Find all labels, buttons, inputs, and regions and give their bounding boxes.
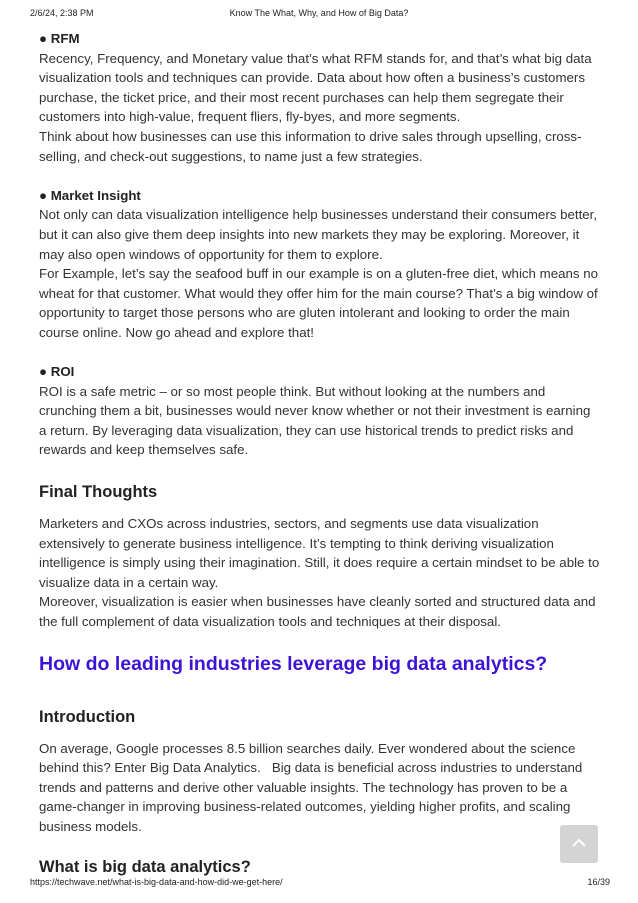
rfm-heading: ● RFM [39,31,80,46]
print-url: https://techwave.net/what-is-big-data-and-how-did-we-get-here/ [30,877,283,887]
chevron-up-icon [571,838,587,848]
roi-paragraph-1: ROI is a safe metric – or so most people think. But without looking at the numbers and crunching them a bit, businesses would never know whether or not their investment is earning a return. By leveraging data visualization, they can use historical trends to predict risks and rewards and keep themselves safe. [39,383,591,458]
market-insight-paragraph-2: For Example, let’s say the seafood buff in our example is on a gluten-free diet, which means no wheat for that customer. What would they offer him for the main course? That’s a big window of opportunity to target those persons who are gluten intolerant and looking to order the main course online. Now go ahead and explore that! [39,266,599,340]
rfm-paragraph-1: Recency, Frequency, and Monetary value that’s what RFM stands for, and that’s what big data visualization tools and techniques can provide. Data about how often a business’s customers purchase, the ticket price, and their most recent purchases can help them segregate their customers into high-value, frequent fliers, fly-byes, and more segments. [39,50,592,125]
scroll-to-top-button[interactable] [560,825,598,863]
print-footer [0,877,638,891]
article-title: How do leading industries leverage big data analytics? [39,652,548,675]
final-thoughts-heading: Final Thoughts [39,483,158,502]
print-page-title: Know The What, Why, and How of Big Data? [229,8,409,18]
final-thoughts-paragraph-2: Moreover, visualization is easier when businesses have cleanly sorted and structured data and the full complement of data visualization tools and techniques at their disposal. [39,594,596,630]
introduction-heading: Introduction [39,707,136,726]
final-thoughts-paragraph-1: Marketers and CXOs across industries, sectors, and segments use data visualization extensively to generate business intelligence. It’s tempting to think deriving visualization intelligence is simply using their imagination. Still, it does require a certain mindset to be able to visualize data in a certain way. [39,516,600,590]
print-page-number: 16/39 [587,877,610,887]
rfm-paragraph-2: Think about how businesses can use this information to drive sales through upselling, cross-selling, and check-out suggestions, to name just a few strategies. [39,128,582,164]
roi-heading: ● ROI [39,364,75,380]
what-is-big-data-heading: What is big data analytics? [39,857,251,876]
market-insight-paragraph-1: Not only can data visualization intelligence help businesses understand their consumers better, but it can also give them deep insights into new markets they may be exploring. Moreover, it may also open windows of opportunity for them to explore. [39,207,598,262]
print-datetime: 2/6/24, 2:38 PM [30,8,94,18]
introduction-paragraph: On average, Google processes 8.5 billion searches daily. Ever wondered about the science behind this? Enter Big Data Analytics. Big data is beneficial across industries to understand trends and patterns and derive other valuable insights. The technology has proven to be a game-changer in improving business-related outcomes, yielding higher profits, and scaling business models. [39,740,586,834]
print-header [0,8,638,22]
article-content [39,29,601,878]
market-insight-heading: ● Market Insight [39,187,141,203]
